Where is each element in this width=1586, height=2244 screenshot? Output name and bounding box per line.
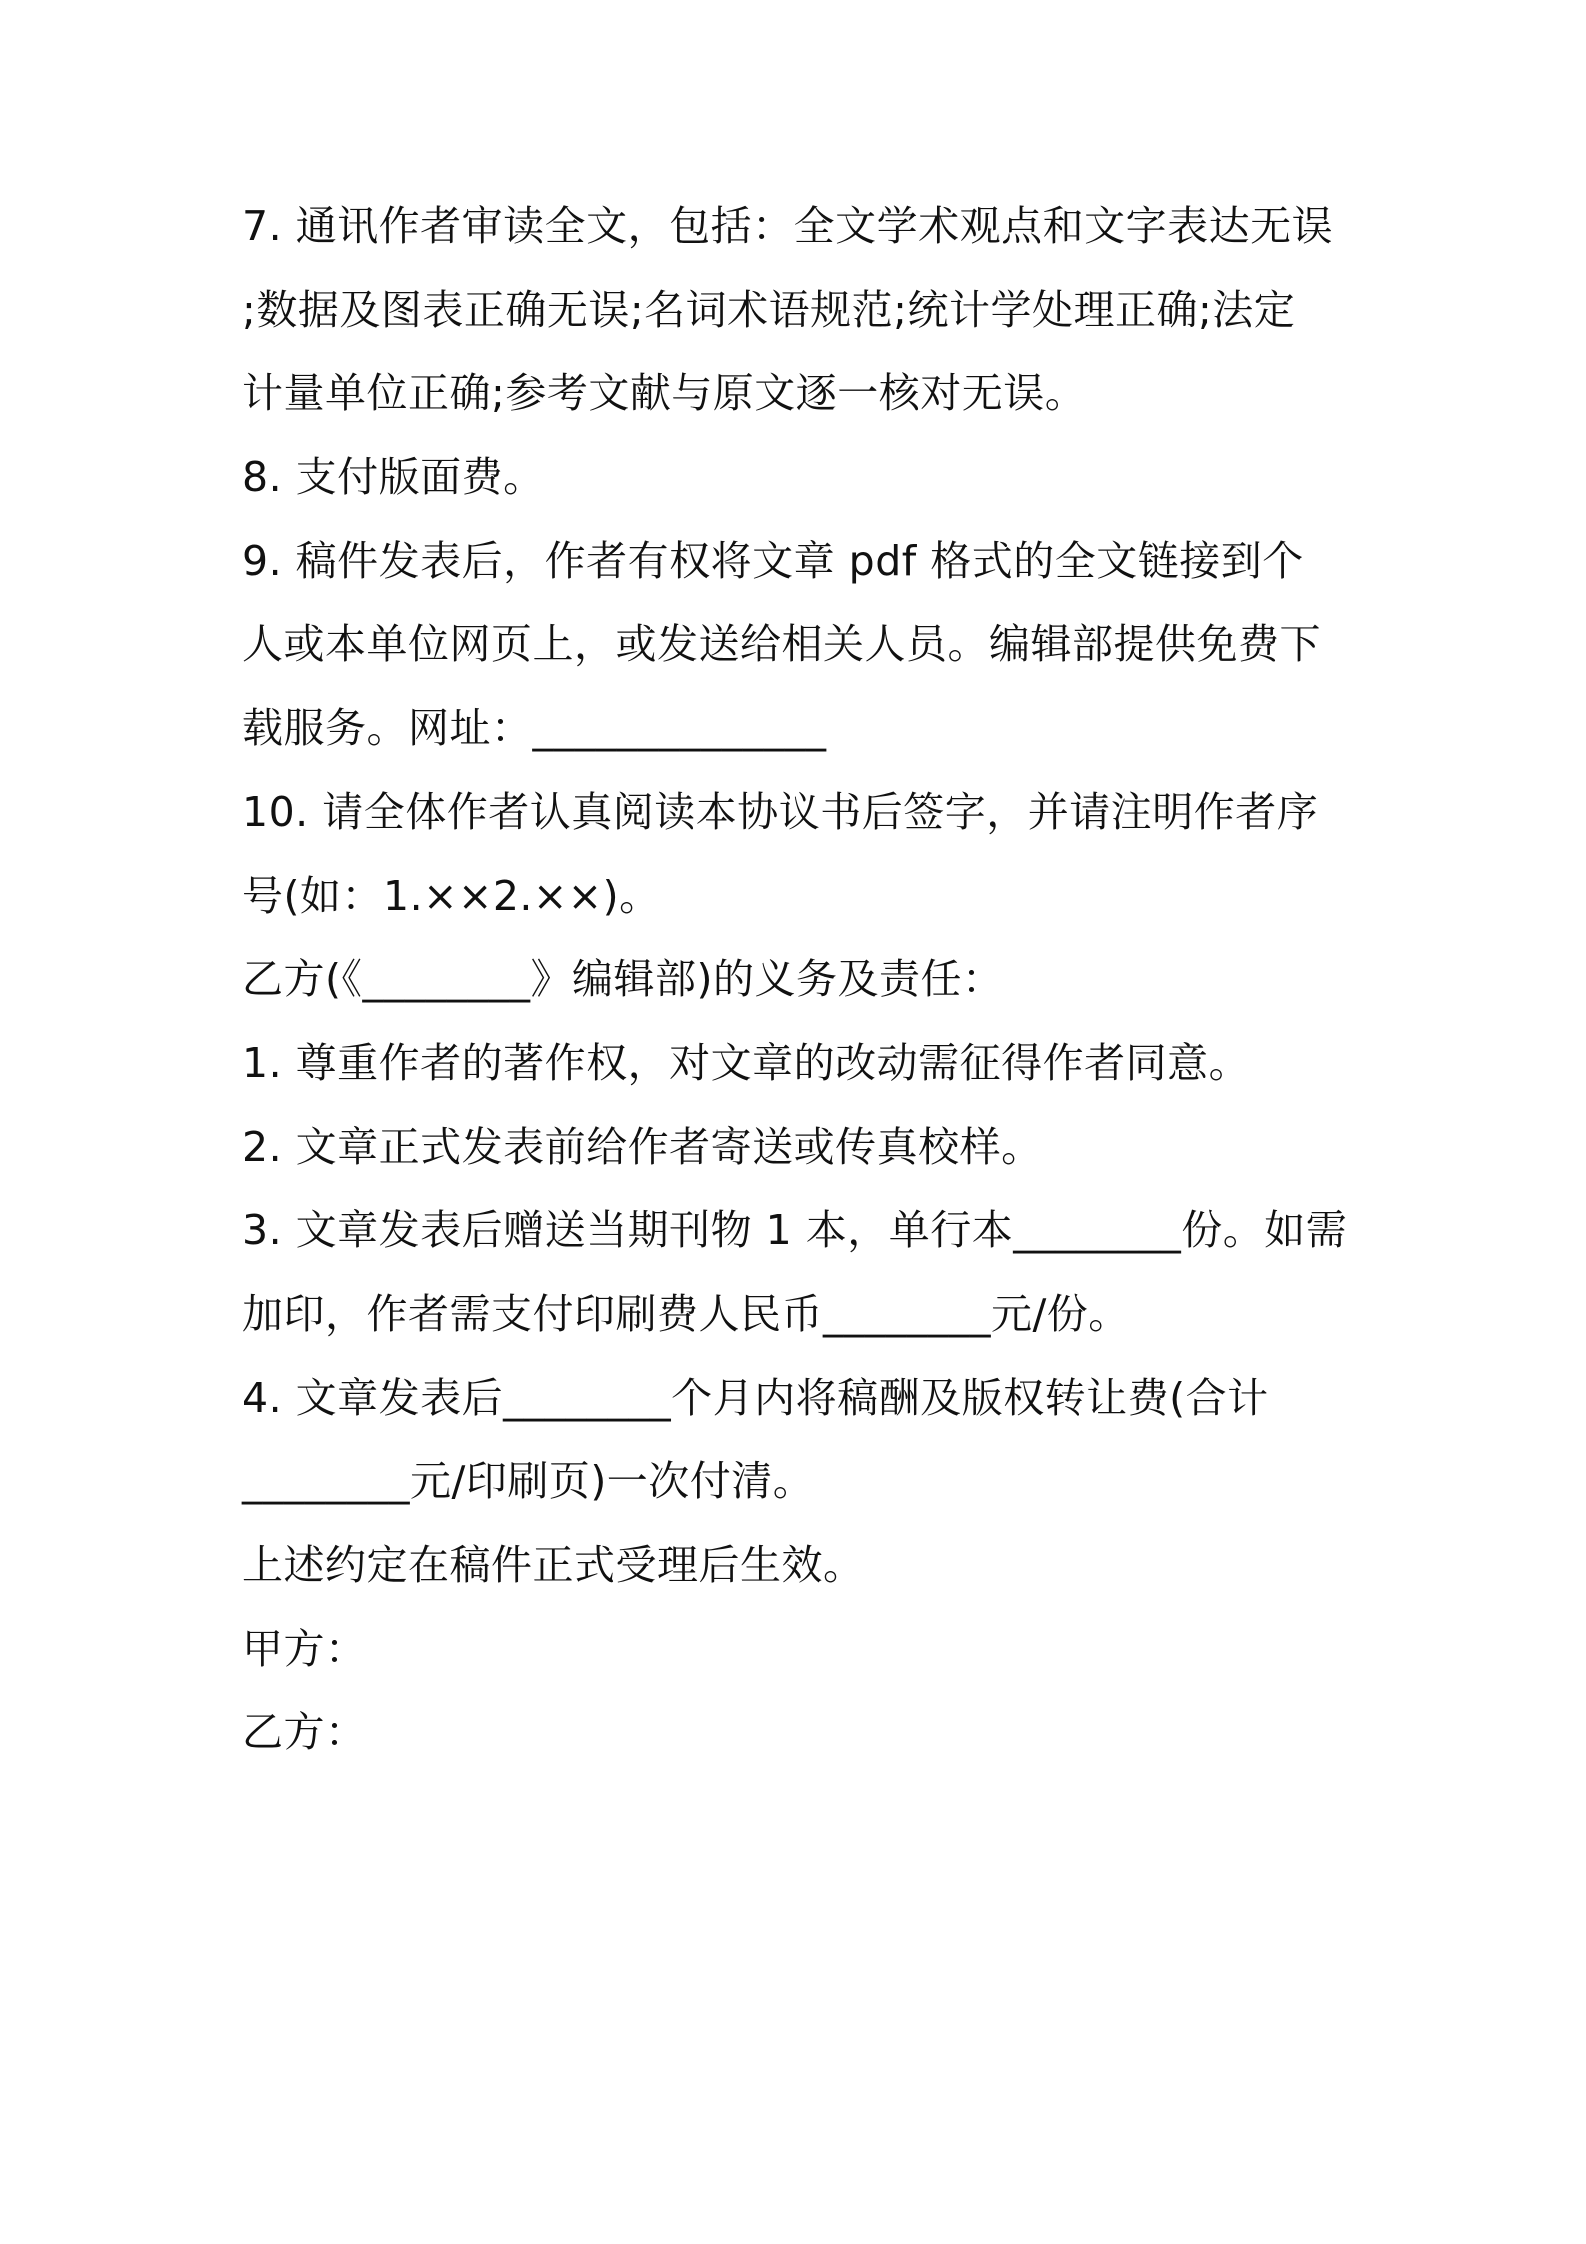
effective-statement: 上述约定在稿件正式受理后生效。 (242, 1541, 865, 1589)
clause-9-line-3: 载服务。网址：______________ (242, 704, 827, 753)
clause-7-line-2: ;数据及图表正确无误;名词术语规范;统计学处理正确;法定 (242, 285, 1296, 334)
party-b-clause-1: 1. 尊重作者的著作权，对文章的改动需征得作者同意。 (242, 1038, 1251, 1087)
clause-7-line-1: 7. 通讯作者审读全文，包括：全文学术观点和文字表达无误 (242, 202, 1334, 250)
party-b-clause-3-line-1: 3. 文章发表后赠送当期刊物 1 本，单行本________份。如需 (242, 1206, 1348, 1255)
party-b-clause-4-line-1: 4. 文章发表后________个月内将稿酬及版权转让费(合计 (242, 1373, 1269, 1422)
party-b-clause-2: 2. 文章正式发表前给作者寄送或传真校样。 (242, 1122, 1043, 1171)
clause-9-line-2: 人或本单位网页上，或发送给相关人员。编辑部提供免费下 (242, 620, 1321, 669)
party-b-signature-label: 乙方： (242, 1708, 367, 1757)
party-b-clause-4-line-2: ________元/印刷页)一次付清。 (242, 1457, 815, 1506)
party-a-signature-label: 甲方： (242, 1624, 367, 1673)
party-b-clause-3-line-2: 加印，作者需支付印刷费人民币________元/份。 (242, 1289, 1130, 1338)
clause-8: 8. 支付版面费。 (242, 453, 545, 502)
document-body (242, 185, 1372, 1775)
party-b-heading: 乙方(《________》编辑部)的义务及责任： (242, 955, 1004, 1004)
clause-9-line-1: 9. 稿件发表后，作者有权将文章 pdf 格式的全文链接到个 (242, 536, 1304, 585)
clause-7-line-3: 计量单位正确;参考文献与原文逐一核对无误。 (242, 369, 1087, 418)
clause-10-line-1: 10. 请全体作者认真阅读本协议书后签字，并请注明作者序 (242, 787, 1319, 836)
clause-10-line-2: 号(如：1.××2.××)。 (242, 871, 661, 920)
